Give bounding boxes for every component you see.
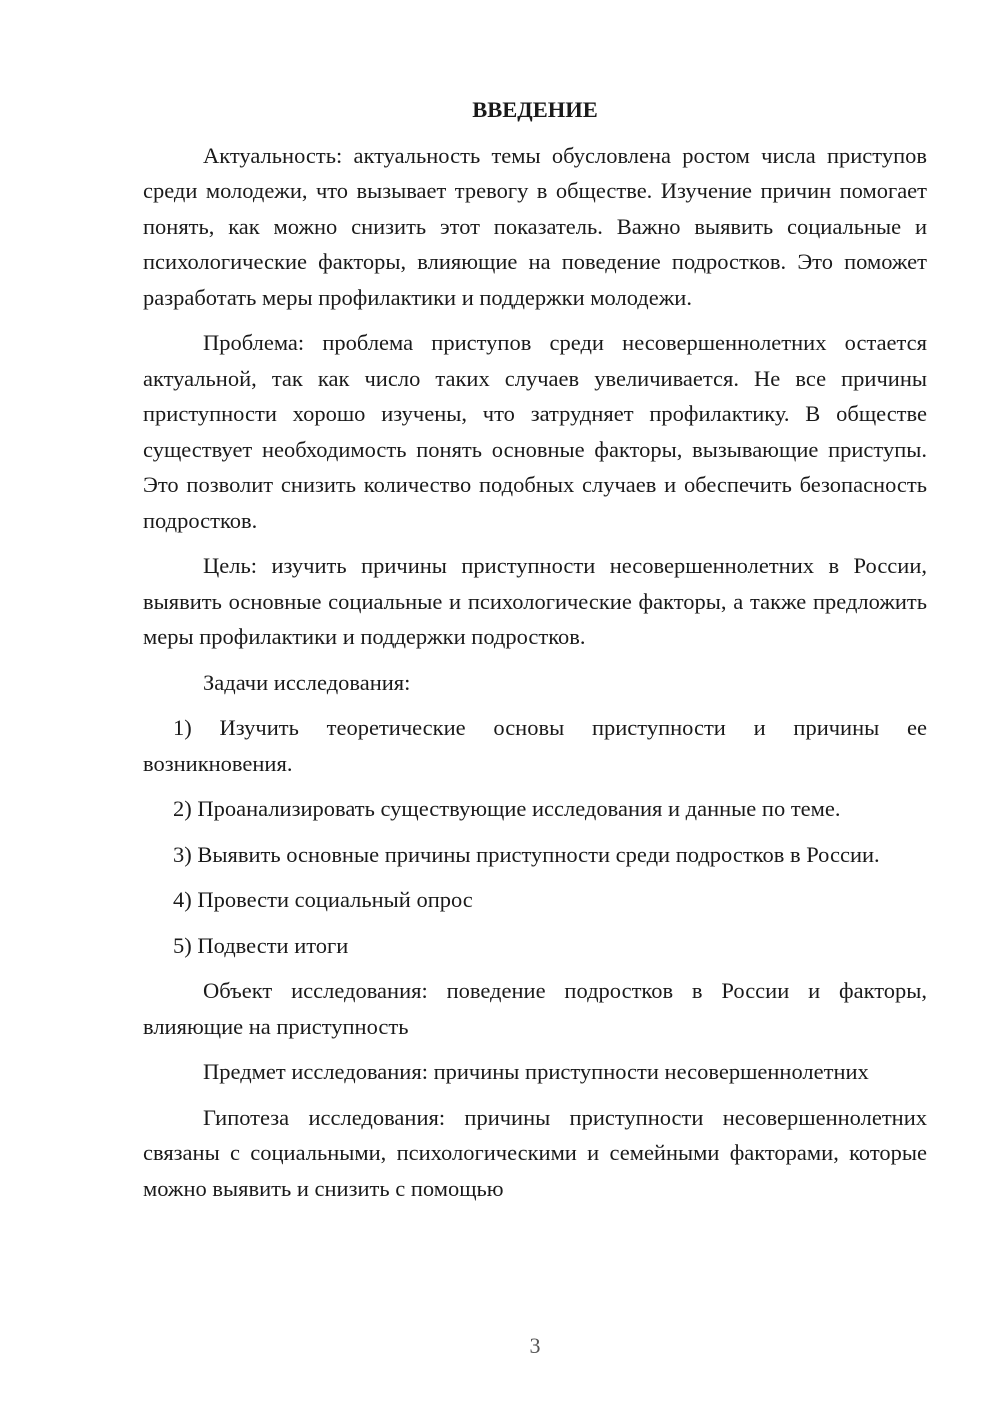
task-item-3: 3) Выявить основные причины приступности среди подростков в России. xyxy=(173,841,880,867)
goal-paragraph: Цель: изучить причины приступности несовершеннолетних в России, выявить основные социальные и психологические факторы, а также предложить меры профилактики и поддержки подростков. xyxy=(143,553,927,649)
tasks-heading: Задачи исследования: xyxy=(203,669,411,695)
task-item-2: 2) Проанализировать существующие исследования и данные по теме. xyxy=(173,796,841,821)
subject-paragraph: Предмет исследования: причины приступности несовершеннолетних xyxy=(203,1059,869,1084)
document-body xyxy=(143,92,927,1206)
page-title: ВВЕДЕНИЕ xyxy=(472,97,598,122)
relevance-paragraph: Актуальность: актуальность темы обусловлена ростом числа приступов среди молодежи, что вызывает тревогу в обществе. Изучение причин помогает понять, как можно снизить этот показатель. Важно выявить социальные и психологические факторы, влияющие на поведение подростков. Это поможет разработать меры профилактики и поддержки молодежи. xyxy=(143,142,927,310)
task-item-4: 4) Провести социальный опрос xyxy=(173,887,473,912)
object-paragraph: Объект исследования: поведение подростков в России и факторы, влияющие на приступность xyxy=(143,978,927,1039)
task-item-1: 1) Изучить теоретические основы приступности и причины ее возникновения. xyxy=(143,715,927,776)
hypothesis-paragraph: Гипотеза исследования: причины приступности несовершеннолетних связаны с социальными, психологическими и семейными факторами, которые можно выявить и снизить с помощью xyxy=(143,1104,927,1201)
problem-paragraph: Проблема: проблема приступов среди несовершеннолетних остается актуальной, так как число таких случаев увеличивается. Не все причины приступности хорошо изучены, что затрудняет профилактику. В обществе существует необходимость понять основные факторы, вызывающие приступы. Это позволит снизить количество подобных случаев и обеспечить безопасность подростков. xyxy=(143,330,927,533)
page-number: 3 xyxy=(529,1333,541,1358)
task-item-5: 5) Подвести итоги xyxy=(173,932,349,958)
